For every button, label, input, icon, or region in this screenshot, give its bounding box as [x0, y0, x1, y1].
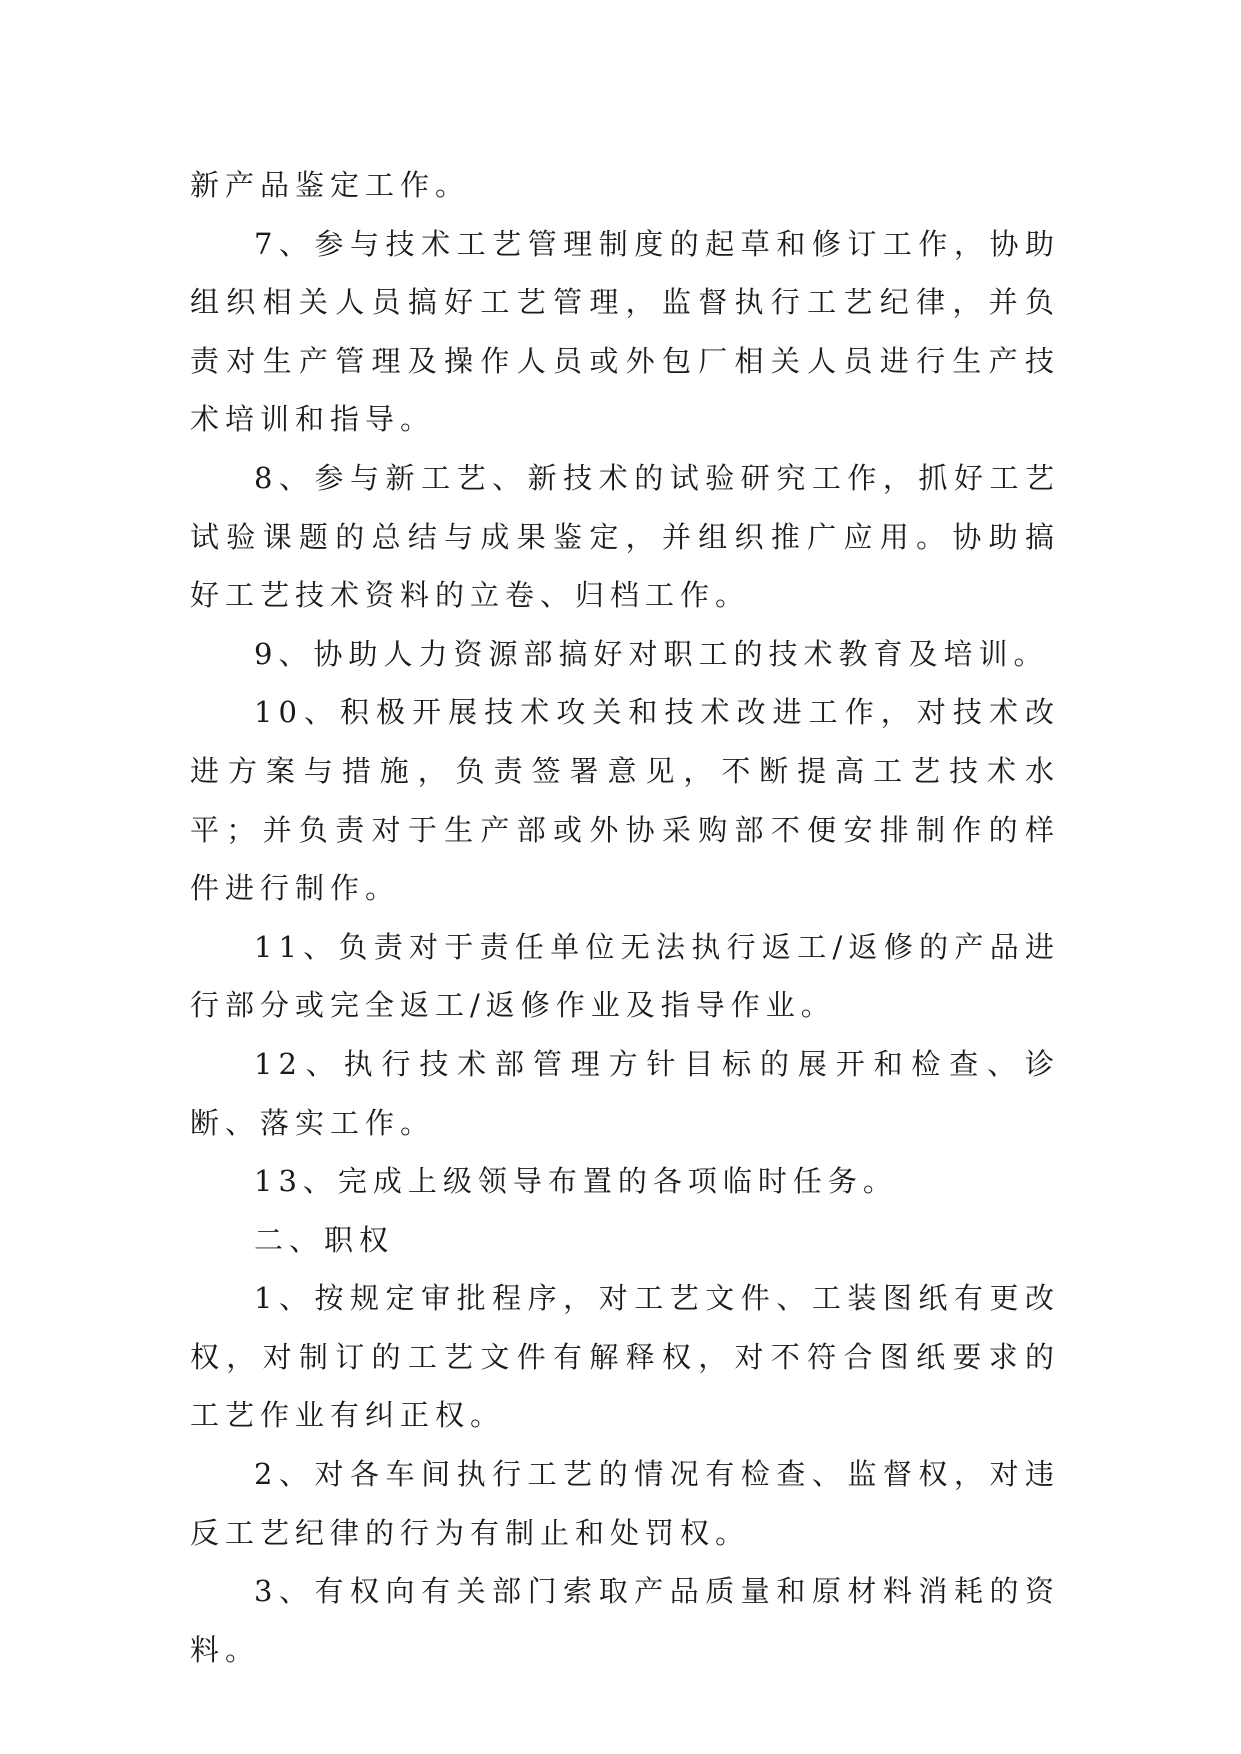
document-body [190, 156, 1060, 1679]
section-heading-authority: 二、职权 [254, 1222, 395, 1257]
paragraph-continuation: 新产品鉴定工作。 [190, 168, 471, 202]
paragraph-authority-2: 2、对各车间执行工艺的情况有检查、监督权，对违反工艺纪律的行为有制止和处罚权。 [190, 1457, 1060, 1550]
paragraph-authority-3: 3、有权向有关部门索取产品质量和原材料消耗的资料。 [190, 1574, 1060, 1667]
paragraph-item-13: 13、完成上级领导布置的各项临时任务。 [254, 1164, 898, 1199]
paragraph-item-12: 12、执行技术部管理方针目标的展开和检查、诊断、落实工作。 [190, 1046, 1060, 1140]
paragraph-authority-1: 1、按规定审批程序，对工艺文件、工装图纸有更改权，对制订的工艺文件有解释权，对不符合图纸要求的工艺作业有纠正权。 [190, 1281, 1060, 1433]
paragraph-item-9: 9、协助人力资源部搞好对职工的技术教育及培训。 [254, 636, 1049, 671]
paragraph-item-10: 10、积极开展技术攻关和技术改进工作，对技术改进方案与措施，负责签署意见，不断提高工艺技术水平；并负责对于生产部或外协采购部不便安排制作的样件进行制作。 [190, 695, 1060, 906]
paragraph-item-11: 11、负责对于责任单位无法执行返工/返修的产品进行部分或完全返工/返修作业及指导作业。 [190, 929, 1060, 1023]
paragraph-item-8: 8、参与新工艺、新技术的试验研究工作，抓好工艺试验课题的总结与成果鉴定，并组织推广应用。协助搞好工艺技术资料的立卷、归档工作。 [190, 460, 1060, 613]
paragraph-item-7: 7、参与技术工艺管理制度的起草和修订工作，协助组织相关人员搞好工艺管理，监督执行工艺纪律，并负责对生产管理及操作人员或外包厂相关人员进行生产技术培训和指导。 [190, 226, 1060, 437]
